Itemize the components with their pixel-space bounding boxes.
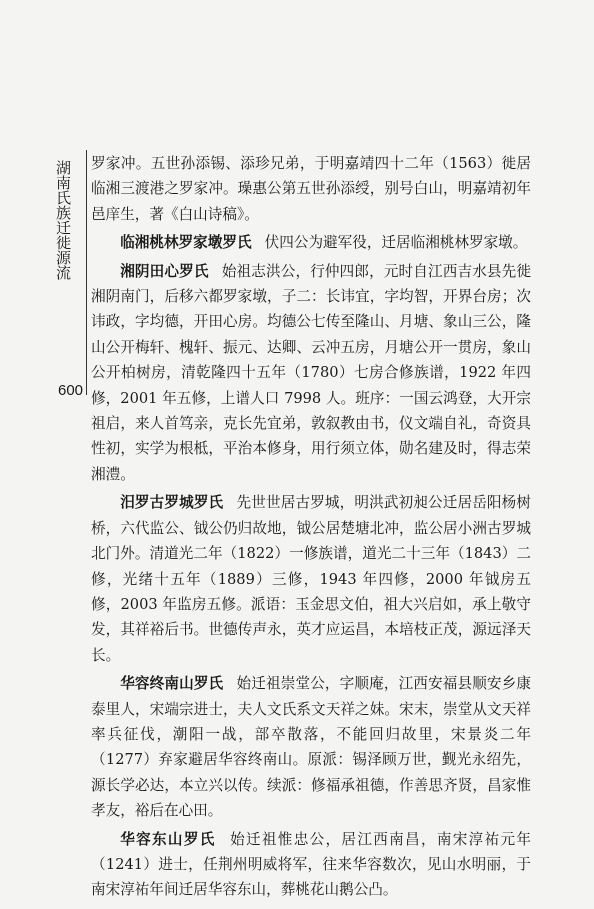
paragraph-text: 始迁祖崇堂公，字顺庵，江西安福县顺安乡康泰里人，宋端宗进士，夫人文氏系文天祥之妹。宋末，崇堂从文天祥率兵征伐，潮阳一战，部卒散落，不能回归故里，宋景炎二年（1277）弃家避居华容终南山。原派：锡泽顾万世，觐光永绍先，源长学必达，本立兴以传。续派：修福承祖德，作善思齐贤，昌家惟孝友，裕后在心田。 <box>91 675 531 820</box>
paragraph <box>91 827 531 903</box>
paragraph <box>91 671 531 823</box>
clan-heading: 临湘桃林罗家墩罗氏 <box>120 234 252 252</box>
paragraph <box>91 490 531 668</box>
paragraph-text: 始迁祖惟忠公，居江西南昌，南宋淳祐元年（1241）进士，任荆州明威将军，往来华容数次，见山水明丽，于南宋淳祐年间迁居华容东山，葬桃花山鹅公凸。 <box>91 830 531 899</box>
paragraph <box>91 230 531 255</box>
clan-heading: 华容终南山罗氏 <box>120 675 224 693</box>
running-title: 湖南氏族迁徙源流 <box>54 160 72 280</box>
paragraph-text: 始祖志洪公，行仲四郎，元时自江西吉水县先徙湘阴南门，后移六都罗家墩，子二：长讳宜，字均智，开界台房；次讳政，字均德，开田心房。均德公七传至隆山、月塘、象山三公，隆山公开梅轩、槐轩、振元、达卿、云冲五房，月塘公开一贯房，象山公开柏树房，清乾隆四十五年（1780）七房合修族谱，1922 年四修，2001 年五修，上谱人口 7998 人。班序：一国云鸿登，大开宗祖启，来人首笃亲，克长先宜弟，敦叙教由书，仪文端自礼，奇资具性初，实学为根柢，平治本修身，用行须立体，勋名建及时，得志荣湘澧。 <box>91 262 531 483</box>
paragraph-text: 伏四公为避军役，迁居临湘桃林罗家墩。 <box>264 234 528 252</box>
paragraph-continuation <box>91 151 531 227</box>
page-number: 600 <box>58 382 84 399</box>
body-text <box>91 151 531 903</box>
clan-heading: 湘阴田心罗氏 <box>120 262 209 280</box>
paragraph-text: 先世世居古罗城，明洪武初昶公迁居岳阳杨树桥，六代监公、钺公仍归故地，钺公居楚塘北冲，监公居小洲古罗城北门外。清道光二年（1822）一修族谱，道光二十三年（1843）二修，光绪十五年（1889）三修，1943 年四修，2000 年钺房五修，2003 年监房五修。派语：玉金思文伯，祖大兴启如，承上敬守发，其祥裕后书。世德传声永，英才应运昌，本培枝正茂，源远泽天长。 <box>91 494 531 664</box>
paragraph-text: 罗家冲。五世孙添锡、添珍兄弟，于明嘉靖四十二年（1563）徙居临湘三渡港之罗家冲。璪惠公第五世孙添绶，别号白山，明嘉靖初年邑庠生，著《白山诗稿》。 <box>91 155 531 223</box>
margin-rule <box>86 150 87 395</box>
clan-heading: 汨罗古罗城罗氏 <box>120 494 224 512</box>
clan-heading: 华容东山罗氏 <box>120 830 216 848</box>
paragraph <box>91 259 531 488</box>
